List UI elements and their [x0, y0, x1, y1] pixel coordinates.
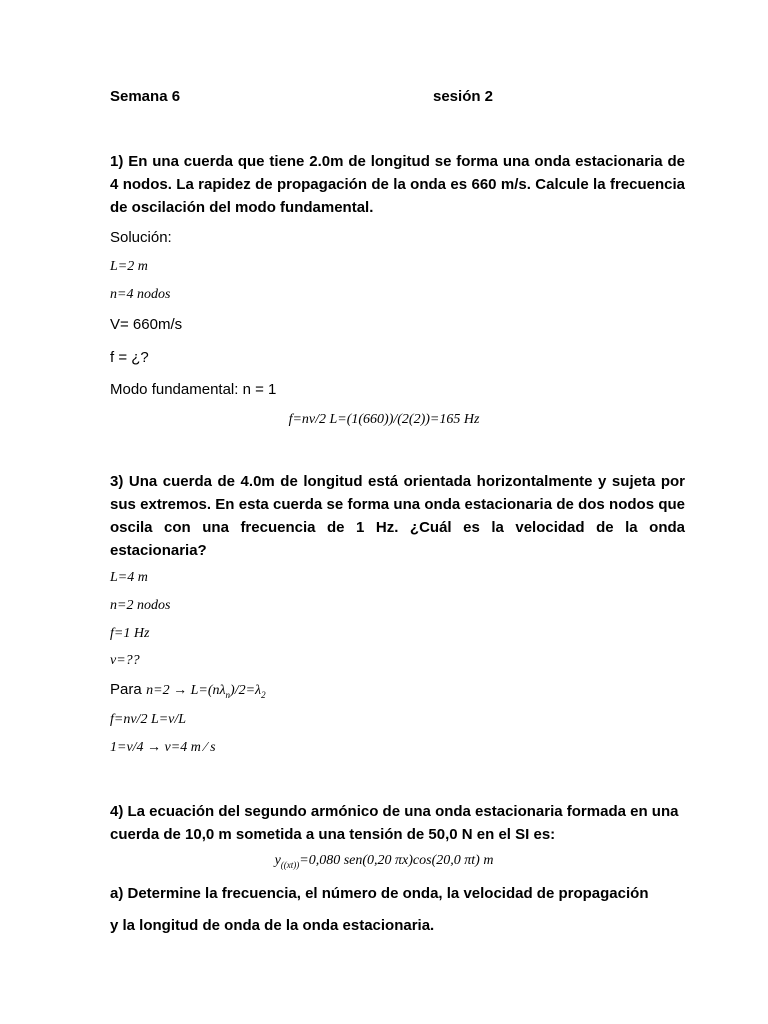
p3-length: L=4 m	[110, 570, 148, 585]
p1-length: L=2 m	[110, 259, 148, 274]
problem-3-text: 3) Una cuerda de 4.0m de longitud está orientada horizontalmente y sujeta por sus extremos. En esta cuerda se forma una onda estacionaria de dos nodos que oscila con una frecuencia de 1 Hz. ¿Cuál es la velocidad de la onda estacionaria?	[110, 473, 685, 559]
p1-fundamental-mode: Modo fundamental: n = 1	[110, 381, 277, 398]
p3-para-sub-n: n	[225, 689, 231, 700]
p3-nodes: n=2 nodos	[110, 598, 171, 613]
p3-equation-1: f=nv/2 L=v/L	[110, 712, 187, 727]
week-label: Semana 6	[110, 88, 181, 105]
p1-formula: f=nv/2 L=(1(660))/(2(2))=165 Hz	[288, 412, 480, 427]
p4-wave-equation	[0, 853, 768, 870]
problem-4-statement	[110, 800, 685, 848]
p4-part-a-line-1: a) Determine la frecuencia, el número de onda, la velocidad de propagación	[110, 885, 649, 902]
problem-1-text: 1) En una cuerda que tiene 2.0m de longitud se forma una onda estacionaria de 4 nodos. La rapidez de propagación de la onda es 660 m/s. Calcule la frecuencia de oscilación del modo fundamental.	[110, 153, 685, 216]
p3-para-math-main: n=2 → L=(nλ	[146, 683, 226, 698]
solution-label: Solución:	[110, 229, 172, 246]
p3-velocity-unknown: v=??	[110, 653, 140, 668]
p3-para-line	[110, 681, 266, 700]
p1-frequency-unknown: f = ¿?	[110, 349, 149, 366]
p3-para-math-end: )/2=λ	[230, 683, 262, 698]
p4-eq-rest: =0,080 sen(0,20 πx)cos(20,0 πt) m	[299, 853, 494, 868]
session-label: sesión 2	[433, 88, 494, 105]
p4-eq-sub: ((xt))	[280, 859, 300, 870]
p3-para-label: Para	[110, 681, 142, 698]
p1-nodes: n=4 nodos	[110, 287, 171, 302]
problem-3-statement	[110, 470, 685, 562]
p3-para-math	[146, 683, 265, 698]
p3-para-sub-2: 2	[261, 689, 266, 700]
problem-4-text: 4) La ecuación del segundo armónico de una onda estacionaria formada en una cuerda de 10,0 m sometida a una tensión de 50,0 N en el SI es:	[110, 803, 679, 843]
p3-equation-2: 1=v/4 → v=4 m ⁄ s	[110, 740, 216, 755]
p4-eq-y: y	[274, 853, 281, 868]
p1-velocity: V= 660m/s	[110, 316, 183, 333]
p4-part-a-line-2: y la longitud de onda de la onda estacionaria.	[110, 917, 435, 934]
problem-1-statement	[110, 150, 685, 220]
p3-frequency: f=1 Hz	[110, 626, 150, 641]
